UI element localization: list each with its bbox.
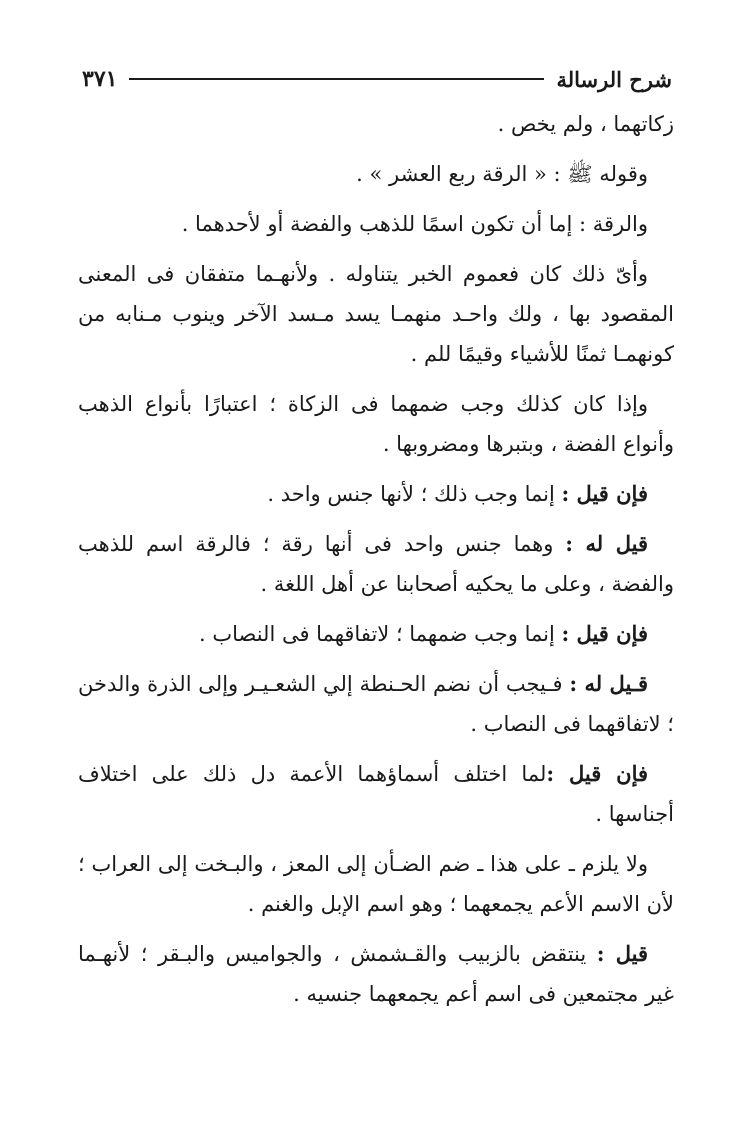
paragraph-text: ينتقض بالزبيب والقـشمش ، والجواميس والبـقر ؛ لأنهـما غير مجتمعين فى اسم أعم يجمعهما جنسيه . (78, 942, 674, 1006)
paragraph-text: إنما وجب ذلك ؛ لأنها جنس واحد . (267, 482, 562, 506)
paragraph-lead: فإن قيل : (561, 621, 648, 646)
paragraph-text: وقوله ﷺ : « الرقة ربع العشر » . (356, 162, 648, 186)
paragraph (78, 104, 674, 144)
paragraph (78, 934, 674, 1014)
running-title: شرح الرسالة (556, 66, 672, 92)
paragraph-lead: قيل : (596, 941, 648, 966)
paragraph-text: وهما جنس واحد فى أنها رقة ؛ فالرقة اسم للذهب والفضة ، وعلى ما يحكيه أصحابنا عن أهل اللغة . (78, 532, 674, 596)
paragraph-text: فـيجب أن نضم الحـنطة إلي الشعـيـر وإلى الذرة والدخن ؛ لاتفاقهما فى النصاب . (78, 672, 674, 736)
paragraph-text: لما اختلف أسماؤهما الأعمة دل ذلك على اختلاف أجناسها . (78, 762, 674, 826)
paragraph-text: وأىّ ذلك كان فعموم الخبر يتناوله . ولأنهـما متفقان فى المعنى المقصود بها ، ولك واحـد منهمـا يسد مـسد الآخر وينوب مـنابه من كونهمـا ثمنًا للأشياء وقيمًا للم . (78, 262, 674, 366)
page-header (82, 62, 672, 96)
paragraph-text: وإذا كان كذلك وجب ضمهما فى الزكاة ؛ اعتبارًا بأنواع الذهب وأنواع الفضة ، وبتبرها ومضروبها . (78, 392, 674, 456)
paragraph (78, 664, 674, 744)
paragraph (78, 154, 674, 194)
paragraph (78, 384, 674, 464)
paragraph (78, 204, 674, 244)
body-text (78, 104, 674, 1024)
paragraph (78, 474, 674, 514)
page-number: ٣٧١ (82, 66, 118, 92)
paragraph-lead: قيل له : (565, 531, 649, 556)
paragraph-text: والرقة : إما أن تكون اسمًا للذهب والفضة أو لأحدهما . (181, 212, 648, 236)
header-rule (129, 78, 544, 80)
paragraph-text: زكاتهما ، ولم يخص . (497, 112, 674, 136)
paragraph (78, 614, 674, 654)
paragraph-text: إنما وجب ضمهما ؛ لاتفاقهما فى النصاب . (198, 622, 562, 646)
paragraph-lead: قـيل له : (569, 671, 648, 696)
paragraph (78, 754, 674, 834)
paragraph (78, 524, 674, 604)
paragraph-lead: فإن قيل : (546, 761, 649, 786)
paragraph (78, 844, 674, 924)
paragraph-lead: فإن قيل : (561, 481, 648, 506)
paragraph (78, 254, 674, 374)
paragraph-text: ولا يلزم ـ على هذا ـ ضم الضـأن إلى المعز ، والبـخت إلى العراب ؛ لأن الاسم الأعم يجمعهما ؛ وهو اسم الإبل والغنم . (78, 852, 674, 916)
